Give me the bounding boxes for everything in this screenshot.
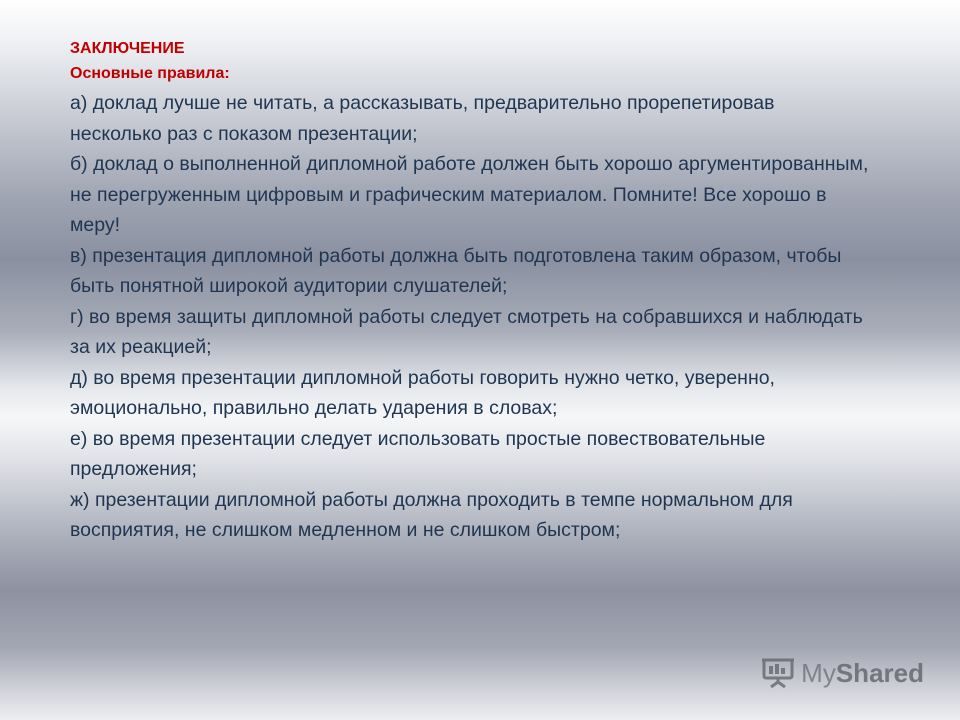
slide-content <box>70 36 870 546</box>
watermark-text <box>801 658 924 689</box>
watermark-suffix: Shared <box>835 657 924 688</box>
rule-item: а) доклад лучше не читать, а рассказывать, предварительно прорепетировав несколько раз с показом презентации; <box>70 92 775 145</box>
presentation-board-icon <box>761 656 795 690</box>
slide-heading: ЗАКЛЮЧЕНИЕ <box>70 40 185 57</box>
rule-item: б) доклад о выполненной дипломной работе должен быть хорошо аргументированным, не перегруженным цифровым и графическим материалом. Помните! Все хорошо в меру! <box>70 153 869 236</box>
rule-item: д) во время презентации дипломной работы говорить нужно четко, уверенно, эмоционально, правильно делать ударения в словах; <box>70 366 775 419</box>
slide-subheading: Основные правила: <box>70 65 230 82</box>
rule-item: ж) презентации дипломной работы должна проходить в темпе нормальном для восприятия, не слишком медленном и не слишком быстром; <box>70 488 793 541</box>
rule-item: в) презентация дипломной работы должна быть подготовлена таким образом, чтобы быть понятной широкой аудитории слушателей; <box>70 244 842 297</box>
rule-item: е) во время презентации следует использовать простые повествовательные предложения; <box>70 427 766 480</box>
rule-item: г) во время защиты дипломной работы следует смотреть на собравшихся и наблюдать за их реакцией; <box>70 305 863 358</box>
rules-list <box>70 88 870 546</box>
myshared-watermark <box>761 656 924 690</box>
watermark-prefix: My <box>801 657 836 688</box>
